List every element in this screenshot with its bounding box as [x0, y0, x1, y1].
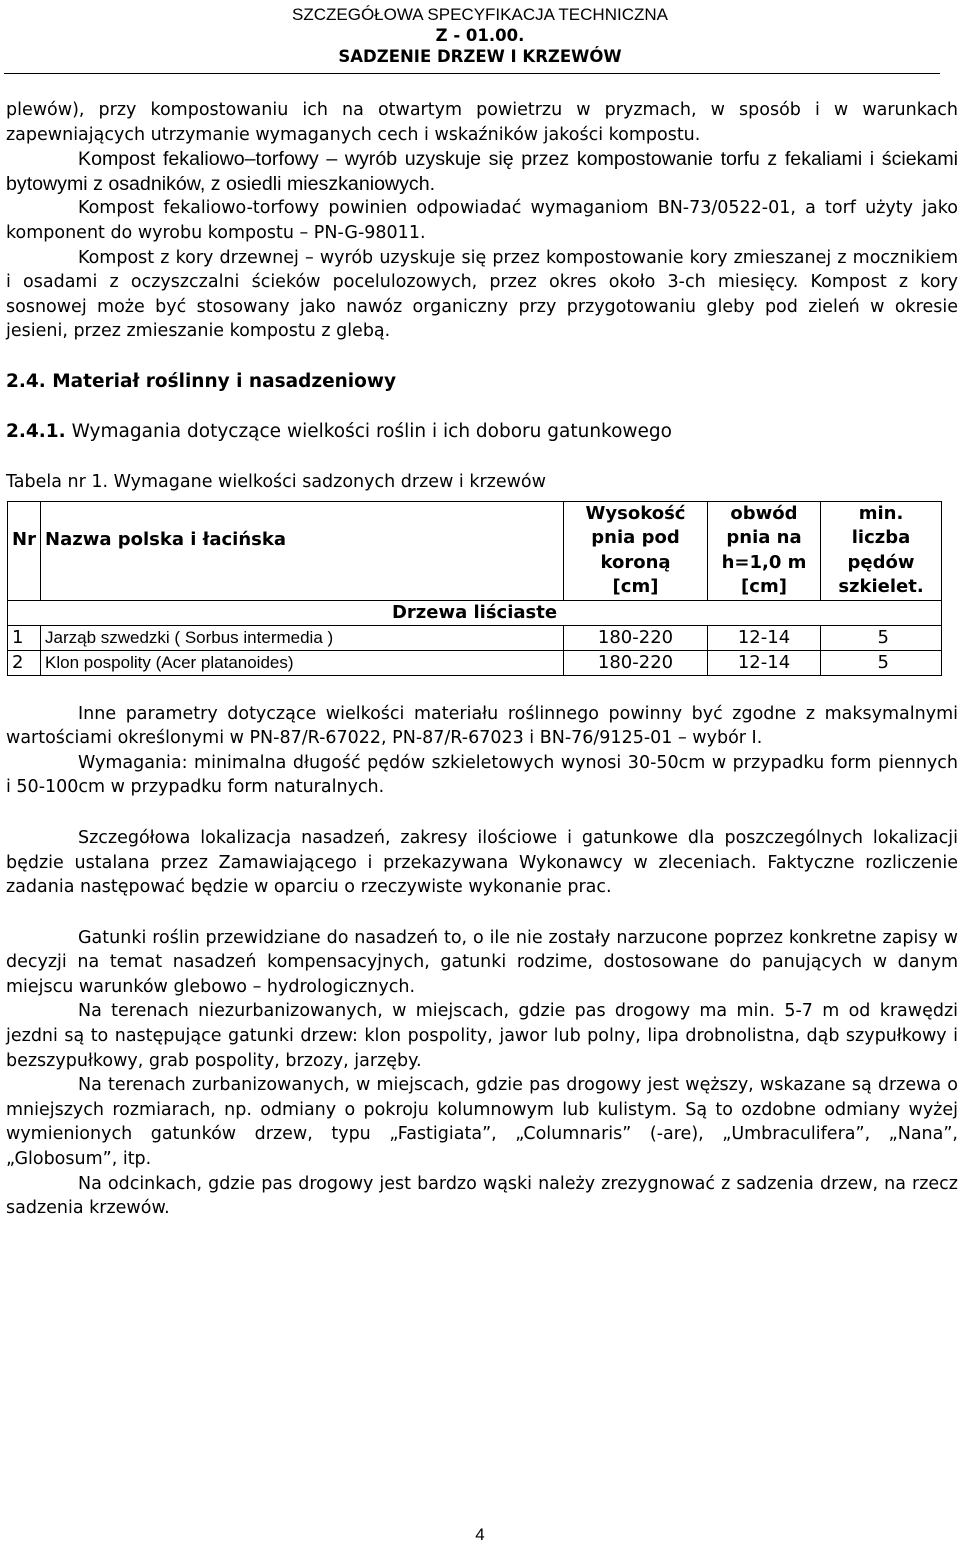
col-header-height-line: koroną — [600, 551, 671, 573]
paragraph-location-details: Szczegółowa lokalizacja nasadzeń, zakresy ilościowe i gatunkowe dla poszczególnych lokalizacji będzie ustalana przez Zamawiającego i przekazywana Wykonawcy w zleceniach. Faktyczne rozliczenie zadania następować będzie w oparciu o rzeczywiste wykonanie prac. — [6, 827, 958, 898]
col-header-shoots-line: szkielet. — [838, 576, 924, 598]
cell-height: 180-220 — [564, 650, 708, 675]
col-header-height-line: pnia pod — [591, 527, 680, 549]
header-divider — [4, 73, 940, 74]
subsection-heading — [6, 420, 958, 444]
col-header-girth-line: h=1,0 m — [721, 551, 807, 573]
paragraph-compost-continuation: plewów), przy kompostowaniu ich na otwartym powietrzu w pryzmach, w sposób i w warunkach zapewniających utrzymanie wymaganych cech i wskaźników jakości kompostu. — [6, 100, 958, 145]
col-header-shoots — [821, 501, 942, 600]
col-header-girth-line: [cm] — [741, 576, 787, 598]
header-spec-title: SZCZEGÓŁOWA SPECYFIKACJA TECHNICZNA — [292, 5, 668, 24]
paragraph-other-parameters: Inne parametry dotyczące wielkości materiału roślinnego powinny być zgodne z maksymalnymi wartościami określonymi w PN-87/R-67022, PN-87/R-67023 i BN-76/9125-01 – wybór I. — [6, 703, 958, 749]
cell-nr: 2 — [8, 650, 41, 675]
cell-name: Klon pospolity (Acer platanoides) — [41, 650, 564, 675]
cell-height: 180-220 — [564, 625, 708, 650]
header-spec-subject: SADZENIE DRZEW I KRZEWÓW — [338, 47, 622, 66]
plant-size-table — [7, 501, 942, 676]
paragraph-species-selection: Gatunki roślin przewidziane do nasadzeń to, o ile nie zostały narzucone poprzez konkretne zapisy w decyzji na temat nasadzeń kompensacyjnych, gatunki rodzime, dostosowane do panujących w danym miejscu warunków glebowo – hydrologicznych. — [6, 927, 958, 997]
subsection-title: Wymagania dotyczące wielkości roślin i ich doboru gatunkowego — [71, 420, 672, 442]
page-number: 4 — [475, 1525, 485, 1544]
table-section-row — [8, 600, 942, 625]
paragraph-urban-areas: Na terenach zurbanizowanych, w miejscach, gdzie pas drogowy jest węższy, wskazane są drzewa o mniejszych rozmiarach, np. odmiany o pokroju kolumnowym lub kulistym. Są to ozdobne odmiany wyżej wymienionych gatunków drzew, typu „Fastigiata”, „Columnaris” (-are), „Umbraculifera”, „Nana”, „Globosum”, itp. — [6, 1075, 958, 1170]
col-header-shoots-line: min. — [858, 502, 904, 524]
col-header-girth-line: pnia na — [726, 527, 802, 549]
document-body — [6, 98, 958, 1221]
col-header-shoots-line: liczba — [851, 527, 911, 549]
col-header-height-line: Wysokość — [585, 502, 686, 524]
paragraph-fecal-peat-compost: Kompost fekaliowo–torfowy – wyrób uzyskuje się przez kompostowanie torfu z fekaliami i ściekami bytowymi z osadników, z osiedli mieszkaniowych. — [6, 148, 958, 195]
cell-shoots: 5 — [821, 625, 942, 650]
paragraph-fecal-peat-standard: Kompost fekaliowo-torfowy powinien odpowiadać wymaganiom BN-73/0522-01, a torf użyty jako komponent do wyrobu kompostu – PN-G-98011. — [6, 198, 958, 243]
cell-girth: 12-14 — [708, 650, 821, 675]
paragraph-narrow-sections: Na odcinkach, gdzie pas drogowy jest bardzo wąski należy zrezygnować z sadzenia drzew, na rzecz sadzenia krzewów. — [6, 1173, 958, 1219]
cell-girth: 12-14 — [708, 625, 821, 650]
paragraph-non-urban-areas: Na terenach niezurbanizowanych, w miejscach, gdzie pas drogowy ma min. 5-7 m od krawędzi jezdni są to następujące gatunki drzew: klon pospolity, jawor lub polny, lipa drobnolistna, dąb szypułkowy i bezszypułkowy, grab pospolity, brzozy, jarzęby. — [6, 1001, 958, 1071]
table-row — [8, 650, 942, 675]
paragraph-bark-compost: Kompost z kory drzewnej – wyrób uzyskuje się przez kompostowanie kory zmieszanej z mocznikiem i osadami z oczyszczalni ścieków pocelulozowych, przez okres około 3-ch miesięcy. Kompost z kory sosnowej może być stosowany jako nawóz organiczny przy przygotowaniu gleby pod zieleń w okresie jesieni, przez zmieszanie kompostu z glebą. — [6, 247, 958, 342]
col-header-girth-line: obwód — [730, 502, 798, 524]
table-caption: Tabela nr 1. Wymagane wielkości sadzonych drzew i krzewów — [6, 471, 546, 492]
col-header-height — [564, 501, 708, 600]
page-header — [0, 4, 960, 67]
subsection-number: 2.4.1. — [6, 420, 66, 442]
section-heading: 2.4. Materiał roślinny i nasadzeniowy — [6, 370, 397, 392]
cell-name: Jarząb szwedzki ( Sorbus intermedia ) — [41, 625, 564, 650]
table-row — [8, 625, 942, 650]
col-header-height-line: [cm] — [612, 576, 659, 598]
paragraph-shoot-requirements: Wymagania: minimalna długość pędów szkieletowych wynosi 30-50cm w przypadku form piennych i 50-100cm w przypadku form naturalnych. — [6, 752, 958, 798]
table-header-row — [8, 501, 942, 600]
cell-shoots: 5 — [821, 650, 942, 675]
col-header-shoots-line: pędów — [847, 551, 915, 573]
col-header-name: Nazwa polska i łacińska — [41, 501, 564, 600]
cell-nr: 1 — [8, 625, 41, 650]
table-section-label: Drzewa liściaste — [8, 600, 942, 625]
col-header-girth — [708, 501, 821, 600]
col-header-nr: Nr — [8, 501, 41, 600]
header-spec-code: Z - 01.00. — [435, 26, 525, 45]
